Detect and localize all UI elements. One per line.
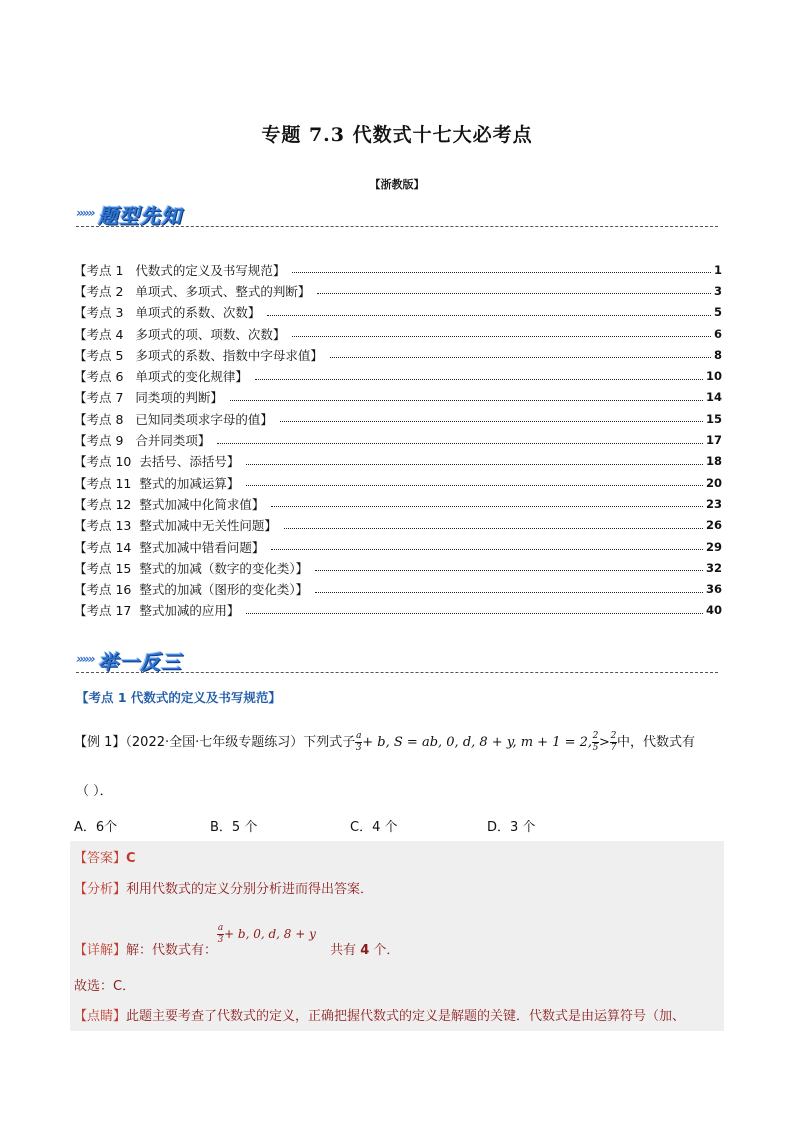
toc-entry-label: 【考点 2 单项式、多项式、整式的判断】 <box>74 282 314 300</box>
toc-entry-page: 10 <box>705 369 722 384</box>
option-d: D．3 个 <box>487 820 536 835</box>
toc-entry-label: 【考点 6 单项式的变化规律】 <box>74 367 252 385</box>
toc-entry-label: 【考点 10 去括号、添括号】 <box>74 452 243 470</box>
answer-value: C <box>126 851 136 866</box>
option-b: B．5 个 <box>210 820 258 835</box>
banner-divider <box>76 226 718 227</box>
analysis-tag: 【分析】 <box>74 882 127 897</box>
toc-entry-page: 14 <box>705 390 722 405</box>
greater-than-sign: > <box>599 735 610 750</box>
detail-tag: 【详解】 <box>74 943 127 958</box>
toc-entry-page: 15 <box>705 411 722 426</box>
toc-entry[interactable] <box>74 323 722 344</box>
toc-entry-page: 36 <box>705 582 722 597</box>
detail-fraction-a-over-3: $\frac{a}{3}$ <box>217 923 224 945</box>
toc-entry[interactable] <box>74 536 722 557</box>
toc-entry-label: 【考点 8 已知同类项求字母的值】 <box>74 410 277 428</box>
example-question <box>74 728 724 758</box>
answer-parentheses: （ ）． <box>76 784 113 799</box>
solution-panel <box>70 841 724 1031</box>
toc-leader-dots <box>330 357 711 358</box>
toc-leader-dots <box>315 570 703 571</box>
toc-leader-dots <box>284 528 703 529</box>
banner-preview <box>76 200 718 228</box>
banner-title: 题型先知 <box>98 204 182 228</box>
banner-title: 举一反三 <box>98 650 182 674</box>
toc-leader-dots <box>246 613 703 614</box>
toc-entry[interactable] <box>74 472 722 493</box>
fraction-2-over-7: $\frac{2}{7}$ <box>610 731 617 753</box>
toc-entry[interactable] <box>74 365 722 386</box>
banner-practice <box>76 646 718 674</box>
detail-expression: + b, 0, d, 8 + y <box>224 927 316 941</box>
toc-entry-label: 【考点 11 整式的加减运算】 <box>74 474 243 492</box>
toc-leader-dots <box>292 336 711 337</box>
toc-entry-label: 【考点 16 整式的加减（图形的变化类）】 <box>74 580 312 598</box>
example-prefix: 【例 1】（2022·全国·七年级专题练习）下列式子 <box>74 735 356 750</box>
toc-entry[interactable] <box>74 259 722 280</box>
comment-line <box>74 1005 685 1024</box>
toc-leader-dots <box>217 443 703 444</box>
toc-entry[interactable] <box>74 280 722 301</box>
toc-entry-label: 【考点 3 单项式的系数、次数】 <box>74 303 264 321</box>
section-heading: 【考点 1 代数式的定义及书写规范】 <box>76 690 281 705</box>
answer-tag: 【答案】 <box>74 851 127 866</box>
detail-line <box>74 923 400 958</box>
toc-entry[interactable] <box>74 302 722 323</box>
toc-entry-page: 1 <box>713 262 722 277</box>
toc-entry-page: 40 <box>705 603 722 618</box>
toc-entry[interactable] <box>74 408 722 429</box>
toc-entry[interactable] <box>74 344 722 365</box>
toc-entry-label: 【考点 1 代数式的定义及书写规范】 <box>74 261 289 279</box>
toc-entry-page: 6 <box>713 326 722 341</box>
toc-entry[interactable] <box>74 578 722 599</box>
toc-entry-page: 26 <box>705 518 722 533</box>
choice-line: 故选：C． <box>74 979 136 994</box>
toc-entry-page: 23 <box>705 496 722 511</box>
toc-leader-dots <box>280 421 703 422</box>
toc-entry-label: 【考点 9 合并同类项】 <box>74 431 214 449</box>
banner-arrows-icon: »»» <box>76 206 94 220</box>
banner-arrows-icon: »»» <box>76 652 94 666</box>
toc-entry-page: 32 <box>705 560 722 575</box>
toc-entry-label: 【考点 7 同类项的判断】 <box>74 388 227 406</box>
toc-entry-page: 18 <box>705 454 722 469</box>
toc-entry-page: 29 <box>705 539 722 554</box>
toc-leader-dots <box>271 506 703 507</box>
toc-entry[interactable] <box>74 600 722 621</box>
toc-entry-page: 20 <box>705 475 722 490</box>
toc-leader-dots <box>255 379 703 380</box>
toc-leader-dots <box>246 464 703 465</box>
fraction-2-over-5: $\frac{2}{5}$ <box>592 731 599 753</box>
fraction-a-over-3: $\frac{a}{3}$ <box>355 731 362 753</box>
document-title: 专题 7.3 代数式十七大必考点 <box>261 124 533 146</box>
toc-entry[interactable] <box>74 387 722 408</box>
toc-entry-page: 8 <box>713 347 722 362</box>
toc-entry-label: 【考点 17 整式加减的应用】 <box>74 601 243 619</box>
toc-entry-page: 17 <box>705 433 722 448</box>
table-of-contents <box>74 259 722 621</box>
toc-entry[interactable] <box>74 429 722 450</box>
analysis-line <box>74 878 373 897</box>
detail-end: 个． <box>373 943 400 958</box>
toc-entry-label: 【考点 13 整式加减中无关性问题】 <box>74 516 281 534</box>
toc-entry-label: 【考点 4 多项式的项、项数、次数】 <box>74 325 289 343</box>
toc-entry-label: 【考点 5 多项式的系数、指数中字母求值】 <box>74 346 327 364</box>
comment-text: 此题主要考查了代数式的定义，正确把握代数式的定义是解题的关键．代数式是由运算符号（加、 <box>126 1009 686 1024</box>
toc-entry-page: 5 <box>713 305 722 320</box>
toc-entry[interactable] <box>74 515 722 536</box>
option-c: C．4 个 <box>350 820 398 835</box>
example-expression: + b, S = ab, 0, d, 8 + y, m + 1 = 2, <box>362 735 593 750</box>
detail-suffix: 共有 <box>330 943 357 958</box>
banner-divider <box>76 672 718 673</box>
toc-leader-dots <box>267 315 711 316</box>
detail-prefix: 解：代数式有： <box>126 943 218 958</box>
toc-entry[interactable] <box>74 557 722 578</box>
edition-label: 【浙教版】 <box>369 178 425 191</box>
example-suffix: 中，代数式有 <box>616 735 695 750</box>
option-a: A．6个 <box>74 820 118 835</box>
comment-tag: 【点睛】 <box>74 1009 127 1024</box>
toc-leader-dots <box>246 485 703 486</box>
toc-entry-page: 3 <box>713 283 722 298</box>
analysis-text: 利用代数式的定义分别分析进而得出答案． <box>126 882 374 897</box>
toc-entry[interactable] <box>74 451 722 472</box>
toc-leader-dots <box>271 549 703 550</box>
answer-line <box>74 847 136 866</box>
toc-leader-dots <box>317 293 711 294</box>
toc-entry-label: 【考点 14 整式加减中错看问题】 <box>74 538 268 556</box>
toc-entry-label: 【考点 12 整式加减中化简求值】 <box>74 495 268 513</box>
toc-leader-dots <box>292 272 711 273</box>
toc-entry-label: 【考点 15 整式的加减（数字的变化类）】 <box>74 559 312 577</box>
detail-count: 4 <box>360 943 370 958</box>
toc-leader-dots <box>230 400 703 401</box>
toc-leader-dots <box>315 592 703 593</box>
toc-entry[interactable] <box>74 493 722 514</box>
